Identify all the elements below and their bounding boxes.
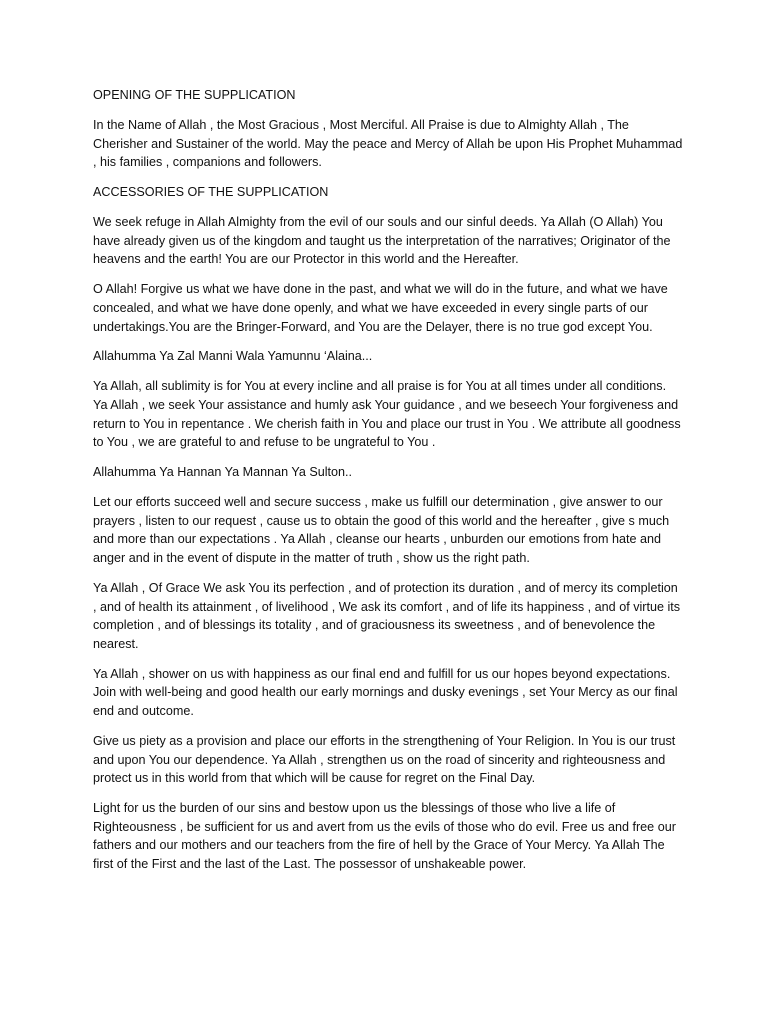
paragraph-grace: Ya Allah , Of Grace We ask You its perfection , and of protection its duration , and of mercy its completion , and of health its attainment , of livelihood , We ask its comfort , and of life its happiness , and of virtue its completion , and of blessings its totality , and of graciousness its sweetness , and of benevolence the nearest. <box>93 580 681 651</box>
paragraph-forgiveness: O Allah! Forgive us what we have done in the past, and what we will do in the future, and what we have concealed, and what we have done openly, and what we have exceeded in every single parts of our undertakings.You are the Bringer-Forward, and You are the Delayer, there is no true god except You. <box>93 282 668 334</box>
section-heading-opening: OPENING OF THE SUPPLICATION <box>93 88 296 102</box>
section-heading-accessories: ACCESSORIES OF THE SUPPLICATION <box>93 185 329 200</box>
paragraph-allahumma-zal-manni: Allahumma Ya Zal Manni Wala Yamunnu ‘Alaina... <box>93 349 373 364</box>
paragraph-invocation: In the Name of Allah , the Most Gracious , Most Merciful. All Praise is due to Almighty Allah , The Cherisher and Sustainer of the world. May the peace and Mercy of Allah be upon His Prophet Muhammad , his families , companions and followers. <box>93 117 683 170</box>
paragraph-allahumma-hannan: Allahumma Ya Hannan Ya Mannan Ya Sulton.. <box>93 465 353 480</box>
paragraph-sublimity: Ya Allah, all sublimity is for You at every incline and all praise is for You at all times under all conditions. Ya Allah , we seek Your assistance and humly ask Your guidance , and we beseech Your forgiveness and return to You in repentance . We cherish faith in You and place our trust in You . We attribute all goodness to You , we are grateful to and refuse to be ungrateful to You . <box>93 379 681 450</box>
paragraph-piety: Give us piety as a provision and place our efforts in the strengthening of Your Religion. In You is our trust and upon You our dependence. Ya Allah , strengthen us on the road of sincerity and righteousness and protect us in this world from that which will be cause for regret on the Final Day. <box>93 733 676 786</box>
paragraph-efforts: Let our efforts succeed well and secure success , make us fulfill our determination , give answer to our prayers , listen to our request , cause us to obtain the good of this world and the hereafter , give s much and more than our expectations . Ya Allah , cleanse our hearts , unburden our emotions from hate and anger and in the event of dispute in the matter of truth , show us the right path. <box>93 495 670 565</box>
paragraph-refuge: We seek refuge in Allah Almighty from the evil of our souls and our sinful deeds. Ya Allah (O Allah) You have already given us of the kingdom and taught us the interpretation of the narratives; Originator of the heavens and the earth! You are our Protector in this world and the Hereafter. <box>93 215 671 267</box>
document-page <box>93 86 683 885</box>
paragraph-happiness: Ya Allah , shower on us with happiness as our final end and fulfill for us our hopes beyond expectations. Join with well-being and good health our early mornings and dusky evenings , set Your Mercy as our final end and outcome. <box>93 666 678 718</box>
paragraph-burden: Light for us the burden of our sins and bestow upon us the blessings of those who live a life of Righteousness , be sufficient for us and avert from us the evils of those who do evil. Free us and free our fathers and our mothers and our teachers from the fire of hell by the Grace of Your Mercy. Ya Allah The first of the First and the last of the Last. The possessor of unshakeable power. <box>93 801 676 871</box>
